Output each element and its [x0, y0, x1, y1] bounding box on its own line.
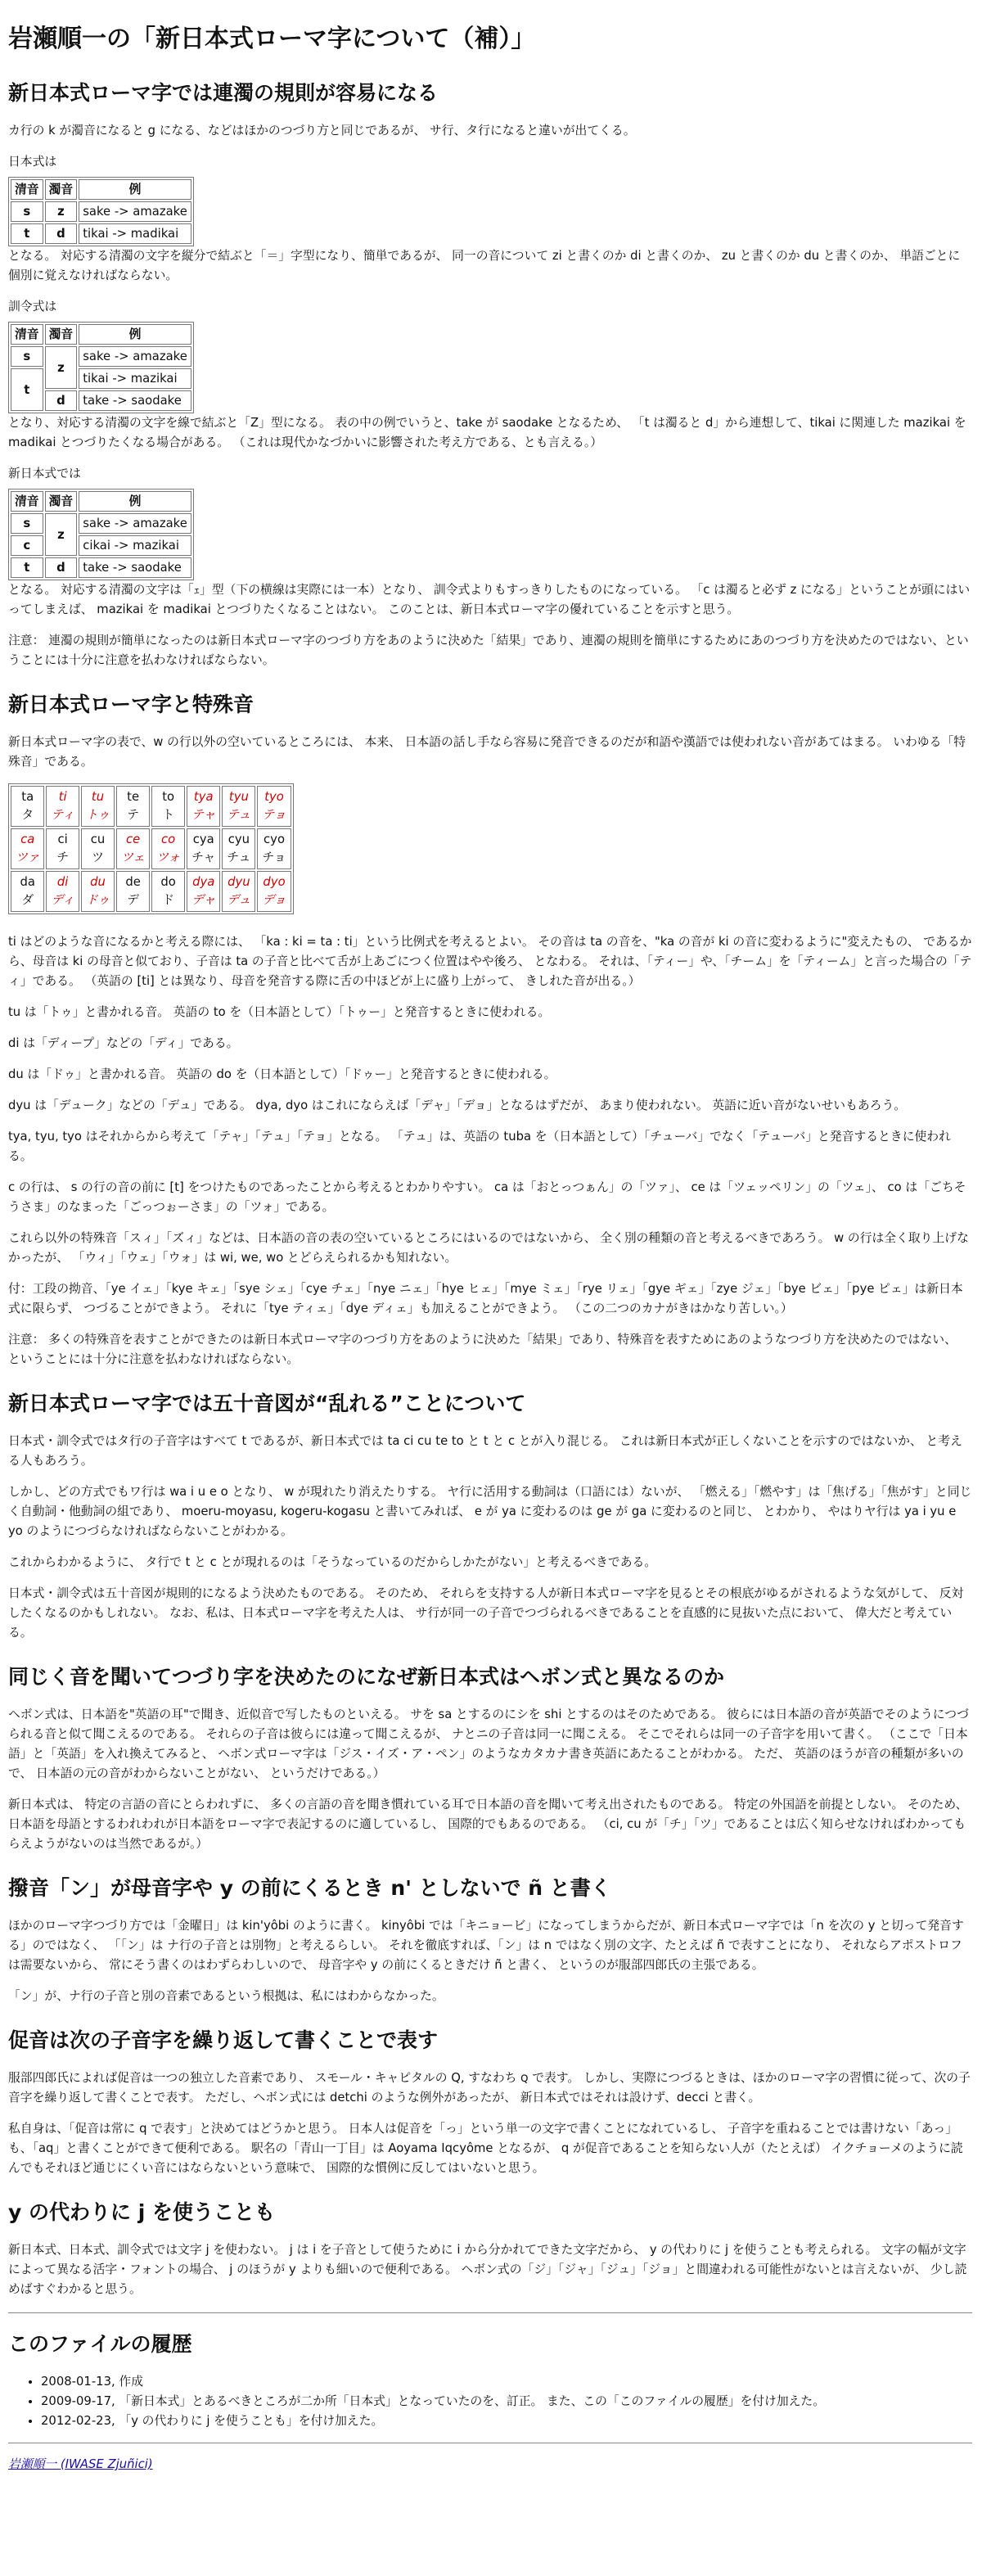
paragraph: 新日本式、日本式、訓令式では文字 j を使わない。 j は i を子音として使うために i から分かれてできた文字だから、 y の代わりに j を使うことも考えられる。 文字の幅が文字によって異なる活字・フォントの場合、 j のほうが y よりも細いので便利である。 ヘボン式の「ジ」「ジャ」「ジュ」「ジョ」と間違われる可能性がないとは言えないが、 少し読めばすぐわかると思う。	[8, 2243, 967, 2296]
romaji: ci	[57, 832, 68, 846]
romaji: di	[56, 875, 69, 889]
kana-cell	[81, 786, 115, 827]
section-heading-special-sounds: 新日本式ローマ字と特殊音	[8, 692, 255, 716]
table-header: 例	[79, 324, 191, 345]
table-cell: t	[11, 368, 43, 411]
romaji: tu	[91, 790, 105, 804]
table-cell: z	[45, 513, 78, 556]
kana-cell	[151, 828, 185, 869]
paragraph: 「ン」が、ナ行の子音と別の音素であるという根拠は、私にはわからなかった。	[8, 1989, 444, 2003]
kana-cell	[222, 828, 255, 869]
history-list	[8, 2372, 972, 2431]
katakana: デョ	[262, 893, 286, 907]
katakana: テ	[127, 808, 140, 822]
romaji: to	[162, 790, 175, 804]
special-sounds-table	[8, 783, 294, 914]
table-cell: s	[11, 513, 43, 534]
kana-cell	[81, 871, 115, 912]
kana-cell	[116, 786, 150, 827]
katakana: テョ	[262, 808, 286, 822]
katakana: ディ	[51, 893, 74, 907]
table-cell: sake -> amazake	[79, 513, 191, 534]
romaji: dyu	[227, 875, 250, 889]
list-item: • 2009-09-17, 「新日本式」とあるべきところが二か所「日本式」となっていたのを、訂正。 また、この「このファイルの履歴」を付け加えた。	[41, 2392, 972, 2411]
romaji: de	[125, 875, 141, 889]
kana-cell	[46, 828, 79, 869]
katakana: デ	[127, 893, 140, 907]
paragraph: 新日本式は、 特定の言語の音にとらわれずに、 多くの言語の音を聞き慣れている耳で日本語の音を聞いて考え出されたものである。 特定の外国語を前提としない。 そのため、日本語を母語とするわれわれが日本語をローマ字で表記するのに適しているし、 国際的でもあるのである。 （ci, cu が「チ」「ツ」であることは広く知らせなければわかってもらえようがないのは当然であるが。）	[8, 1798, 968, 1851]
kunrei-rendaku-table	[8, 322, 194, 413]
katakana: ツァ	[16, 850, 40, 864]
table-header: 清音	[11, 324, 43, 345]
table-cell: tikai -> mazikai	[79, 368, 191, 389]
katakana: ト	[162, 808, 175, 822]
romaji: cya	[192, 832, 214, 846]
table-row	[11, 223, 191, 244]
katakana: ツ	[92, 850, 104, 864]
romaji: da	[20, 875, 35, 889]
sokuon-paragraphs	[8, 2068, 972, 2178]
kana-cell	[81, 828, 115, 869]
special-sounds-paragraphs	[8, 932, 972, 1319]
paragraph: ti はどのような音になるかと考える際には、 「ka : ki = ta : ti」という比例式を考えるとよい。 その音は ta の音を、"ka の音が ki の音に変わるように"変えたもの、 であるから、母音は ki の母音と似ており、子音は ta の子音と比べて舌が上あごにつく位置はやや後ろ、 となわる。 それは、「ティー」や、「チーム」を「ティーム」と言った場合の「ティ」である。 （英語の [ti] とは異なり、母音を発音する際に舌の中ほどが上に盛り上がって、 きしれた音が出る。）	[8, 935, 972, 988]
romaji: ti	[58, 790, 67, 804]
paragraph: di は「ディープ」などの「ディ」である。	[8, 1036, 239, 1050]
katakana: ドゥ	[85, 893, 110, 907]
paragraph: 日本式・訓令式は五十音図が規則的になるよう決めたものである。 そのため、 それらを支持する人が新日本式ローマ字を見るとその根底がゆるがされるような気がして、 反対したくなるのかもしれない。 なお、私は、日本式ローマ字を考えた人は、 サ行が同一の子音でつづられるべきであることを直感的に見抜いた点において、 偉大だと考えている。	[8, 1586, 964, 1640]
paragraph: 私自身は、「促音は常に q で表す」と決めてはどうかと思う。 日本人は促音を「っ」という単一の文字で書くことになれているし、 子音字を重ねることでは書けない「あっ」も、「aq」と書くことができて便利である。 駅名の「青山一丁目」は Aoyama Iqcyôme となるが、 q が促音であることを知らない人が（たとえば） イクチョーメのように読んでもそれほど通じにくい音にはならないという意味で、 国際的な慣例に反してはいないと思う。	[8, 2122, 963, 2175]
table-row	[11, 871, 291, 912]
table-cell: d	[45, 557, 78, 578]
table-cell: z	[45, 201, 78, 222]
paragraph: 新日本式ローマ字の表で、w の行以外の空いているところには、 本来、 日本語の話し手なら容易に発音できるのだが和語や漢語では使われない音があてはまる。 いわゆる「特殊音」である。	[8, 735, 966, 769]
hepburn-paragraphs	[8, 1705, 972, 1854]
katakana: チュ	[227, 850, 251, 864]
paragraph: カ行の k が濁音になると g になる、などはほかのつづり方と同じであるが、 サ行、タ行になると違いが出てくる。	[8, 124, 636, 138]
paragraph: 付：工段の拗音、「ye イェ」「kye キェ」「sye シェ」「cye チェ」「nye ニェ」「hye ヒェ」「mye ミェ」「rye リェ」「gye ギェ」「zye ジェ」「bye ビェ」「pye ピェ」は新日本式に限らず、 つづることができよう。 それに「tye ティェ」「dye ディェ」も加えることができよう。 （この二つのカナがきはかなり苦しい。）	[8, 1282, 963, 1315]
katakana: ツェ	[121, 850, 146, 864]
paragraph: となり、対応する清濁の文字を線で結ぶと「Z」型になる。 表の中の例でいうと、take が saodake となるため、 「t は濁ると d」から連想して、tikai に関連した mazikai を madikai とつづりたくなる場合がある。 （これは現代かなづかいに影響された考え方である、とも言える。）	[8, 416, 966, 449]
table-row	[11, 346, 191, 367]
note-paragraph: 注意： 多くの特殊音を表すことができたのは新日本式ローマ字のつづり方をあのように決めた「結果」であり、特殊音を表すためにあのようなつづり方を決めたのではない、 ということには十分に注意を払わなければならない。	[8, 1333, 957, 1366]
table-row	[11, 513, 191, 534]
kana-cell	[187, 871, 220, 912]
paragraph: dyu は「デューク」などの「デュ」である。 dya, dyo はこれにならえば「デャ」「デョ」となるはずだが、 あまり使われない。 英語に近い音がないせいもあろう。	[8, 1099, 907, 1112]
romaji: du	[90, 875, 106, 889]
list-item: • 2008-01-13, 作成	[41, 2372, 972, 2392]
kana-cell	[46, 786, 79, 827]
j-for-y-paragraphs	[8, 2240, 972, 2299]
table-cell: take -> saodake	[79, 557, 191, 578]
kana-cell	[222, 786, 255, 827]
table-cell: t	[11, 223, 43, 244]
katakana: ツォ	[156, 850, 181, 864]
katakana: タ	[21, 808, 34, 822]
romaji: co	[161, 832, 176, 846]
romaji: ce	[125, 832, 141, 846]
divider	[8, 2312, 972, 2313]
katakana: チョ	[262, 850, 286, 864]
kana-cell	[11, 786, 44, 827]
table-cell: s	[11, 346, 43, 367]
nihon-rendaku-table	[8, 177, 194, 246]
romaji: dya	[192, 875, 215, 889]
table-cell: d	[45, 390, 78, 411]
romaji: dyo	[263, 875, 286, 889]
table-row	[11, 828, 291, 869]
kunrei-label: 訓令式は	[8, 300, 57, 314]
table-header: 濁音	[45, 324, 78, 345]
author-link[interactable]: 岩瀬順一 (IWASE Zjuñici)	[8, 2457, 153, 2471]
romaji: do	[160, 875, 176, 889]
romaji: cyo	[264, 832, 285, 846]
shin-nihon-rendaku-table	[8, 489, 194, 580]
table-cell: tikai -> madikai	[79, 223, 191, 244]
kana-cell	[187, 786, 220, 827]
section-heading-sokuon: 促音は次の子音字を繰り返して書くことで表す	[8, 2028, 439, 2052]
table-cell: d	[45, 223, 78, 244]
section-heading-j-for-y: y の代わりに j を使うことも	[8, 2200, 275, 2224]
gojuon-paragraphs	[8, 1432, 972, 1643]
table-header: 例	[79, 179, 191, 200]
table-cell: cikai -> mazikai	[79, 535, 191, 556]
katakana: チャ	[191, 850, 216, 864]
note-paragraph: 注意： 連濁の規則が簡単になったのは新日本式ローマ字のつづり方をあのように決めた「結果」であり、連濁の規則を簡単にするためにあのつづり方を決めたのではない、ということには十分に注意を払わなければならない。	[8, 634, 969, 667]
kana-cell	[11, 828, 44, 869]
katakana: ティ	[51, 808, 74, 822]
section-heading-hepburn: 同じく音を聞いてつづり字を決めたのになぜ新日本式はヘボン式と異なるのか	[8, 1665, 725, 1689]
romaji: cu	[90, 832, 106, 846]
katakana: テュ	[227, 808, 251, 822]
romaji: tyu	[228, 790, 249, 804]
table-row	[11, 535, 191, 556]
katakana: チ	[56, 850, 70, 864]
paragraph: 服部四郎氏によれば促音は一つの独立した音素であり、 スモール・キャピタルの Q, すなわち ꞯ で表す。 しかし、実際につづるときは、ほかのローマ字の習慣に従って、次の子音字を繰り返して書くことで表す。 ただし、ヘボン式には detchi のような例外があったが、 新日本式ではそれは設けず、decci と書く。	[8, 2071, 971, 2105]
kana-cell	[187, 828, 220, 869]
table-row	[11, 201, 191, 222]
table-header: 例	[79, 491, 191, 512]
table-cell: c	[11, 535, 43, 556]
paragraph: ほかのローマ字つづり方では「金曜日」は kin'yôbi のように書く。 kinyôbi では「キニョービ」になってしまうからだが、新日本式ローマ字では「n を次の y と切って発音する」のではなく、 「「ン」は ナ行の子音とは別物」と考えるらしい。 それを徹底すれば、「ン」は n ではなく別の文字、たとえば ñ で表すことになり、 それならアポストロフは需要ないから、 常にそう書くのはわずらわしいので、 母音字や y の前にくるときだけ ñ と書く、 というのが服部四郎氏の主張である。	[8, 1919, 964, 1972]
paragraph: これからわかるように、 タ行で t と c とが現れるのは「そうなっているのだからしかたがない」と考えるべきである。	[8, 1555, 657, 1569]
kana-cell	[222, 871, 255, 912]
katakana: ダ	[21, 893, 34, 907]
paragraph: となる。 対応する清濁の文字は「ｪ」型（下の横線は実際には一本）となり、 訓令式よりもすっきりしたものになっている。 「c は濁ると必ず z になる」ということが頭にはいってしまえば、 mazikai を madikai とつづりたくなることはない。 このことは、新日本式ローマ字の優れていることを示すと思う。	[8, 583, 971, 616]
kana-cell	[46, 871, 79, 912]
katakana: テャ	[191, 808, 216, 822]
table-cell: take -> saodake	[79, 390, 191, 411]
romaji: tya	[193, 790, 214, 804]
nihon-label: 日本式は	[8, 155, 57, 169]
romaji: ca	[20, 832, 35, 846]
kana-cell	[257, 786, 291, 827]
table-header: 濁音	[45, 179, 78, 200]
table-cell: t	[11, 557, 43, 578]
kana-cell	[257, 828, 291, 869]
kana-cell	[257, 871, 291, 912]
paragraph: tu は「トゥ」と書かれる音。 英語の to を（日本語として）「トゥー」と発音するときに使われる。	[8, 1005, 551, 1019]
table-cell: s	[11, 201, 43, 222]
katakana: デャ	[191, 893, 216, 907]
paragraph: となる。 対応する清濁の文字を縦分で結ぶと「＝」字型になり、簡単であるが、 同一の音について zi と書くのか di と書くのか、 zu と書くのか du と書くのか、 単語ごとに個別に覚えなければならない。	[8, 249, 961, 282]
kana-cell	[151, 786, 185, 827]
syllabic-n-paragraphs	[8, 1916, 972, 2006]
table-header: 濁音	[45, 491, 78, 512]
table-row	[11, 786, 291, 827]
paragraph: 日本式・訓令式ではタ行の子音字はすべて t であるが、新日本式では ta ci cu te to と t と c とが入り混じる。 これは新日本式が正しくないことを示すのではないか、 と考える人もあろう。	[8, 1434, 962, 1468]
paragraph: しかし、どの方式でもワ行は wa i u e o となり、 w が現れたり消えたりする。 ヤ行に活用する動詞は（口語には）ないが、 「燃える」「燃やす」は「焦げる」「焦がす」と同じく自動詞・他動詞の組であり、 moeru-moyasu, kogeru-kogasu と書いてみれば、 e が ya に変わるのは ge が ga に変わるのと同じ、 とわかり、 やはりヤ行は ya i yu e yo のようにつづらなければならないことがわかる。	[8, 1485, 972, 1538]
kana-cell	[116, 828, 150, 869]
table-cell: z	[45, 346, 78, 389]
shin-label: 新日本式では	[8, 467, 81, 480]
section-heading-syllabic-n: 撥音「ン」が母音字や y の前にくるとき n' としないで ñ と書く	[8, 1876, 611, 1900]
romaji: ta	[21, 790, 34, 804]
table-cell: sake -> amazake	[79, 201, 191, 222]
paragraph: du は「ドゥ」と書かれる音。 英語の do を（日本語として）「ドゥー」と発音するときに使われる。	[8, 1067, 556, 1081]
katakana: トゥ	[85, 808, 110, 822]
romaji: tyo	[264, 790, 284, 804]
paragraph: c の行は、 s の行の音の前に [t] をつけたものであったことから考えるとわかりやすい。 ca は「おとっつぁん」の「ツァ」、 ce は「ツェッペリン」の「ツェ」、 co は「ごちそうさま」のなまった「ごっつぉーさま」の「ツォ」である。	[8, 1180, 966, 1214]
section-heading-history: このファイルの履歴	[8, 2332, 192, 2356]
katakana: デュ	[227, 893, 251, 907]
table-header: 清音	[11, 491, 43, 512]
paragraph: これら以外の特殊音「スィ」「ズィ」などは、日本語の音の表の空いているところにはいるのではないから、 全く別の種類の音と考えるべきであろう。 w の行は全く取り上げなかったが、 「ウィ」「ウェ」「ウォ」は wi, we, wo とどらえられるかも知れない。	[8, 1231, 969, 1265]
paragraph: tya, tyu, tyo はそれからから考えて「テャ」「テュ」「テョ」となる。 「テュ」は、英語の tuba を（日本語として）「チューバ」でなく「テューバ」と発音するときに使われる。	[8, 1130, 951, 1163]
romaji: te	[127, 790, 140, 804]
table-row	[11, 368, 191, 389]
kana-cell	[116, 871, 150, 912]
romaji: cyu	[227, 832, 250, 846]
table-cell: sake -> amazake	[79, 346, 191, 367]
kana-cell	[151, 871, 185, 912]
paragraph: ヘボン式は、日本語を"英語の耳"で聞き、近似音で写したものといえる。 サを sa とするのにシを shi とするのはそのためである。 彼らには日本語の音が英語でそのようにつづられる音と似て聞こえるのである。 それらの子音は彼らには違って聞こえるが、 ナとニの子音は同一に聞こえる。 そこでそれらは同一の子音字を用いて書く。 （ここで「日本語」と「英語」を入れ換えてみると、 ヘボン式ローマ字は「ジス・イズ・ア・ペン」のようなカタカナ書き英語にあたることがわかる。 ただ、 英語のほうが音の種類が多いので、 日本語の元の音がわからないことがない、 というだけである。）	[8, 1708, 969, 1780]
table-header: 清音	[11, 179, 43, 200]
katakana: ド	[162, 893, 175, 907]
section-heading-gojuon: 新日本式ローマ字では五十音図が“乱れる”ことについて	[8, 1392, 526, 1415]
kana-cell	[11, 871, 44, 912]
list-item: • 2012-02-23, 「y の代わりに j を使うことも」を付け加えた。	[41, 2411, 972, 2431]
section-heading-rendaku: 新日本式ローマ字では連濁の規則が容易になる	[8, 81, 439, 105]
table-row	[11, 557, 191, 578]
page-title: 岩瀬順一の「新日本式ローマ字について（補）」	[8, 25, 536, 53]
